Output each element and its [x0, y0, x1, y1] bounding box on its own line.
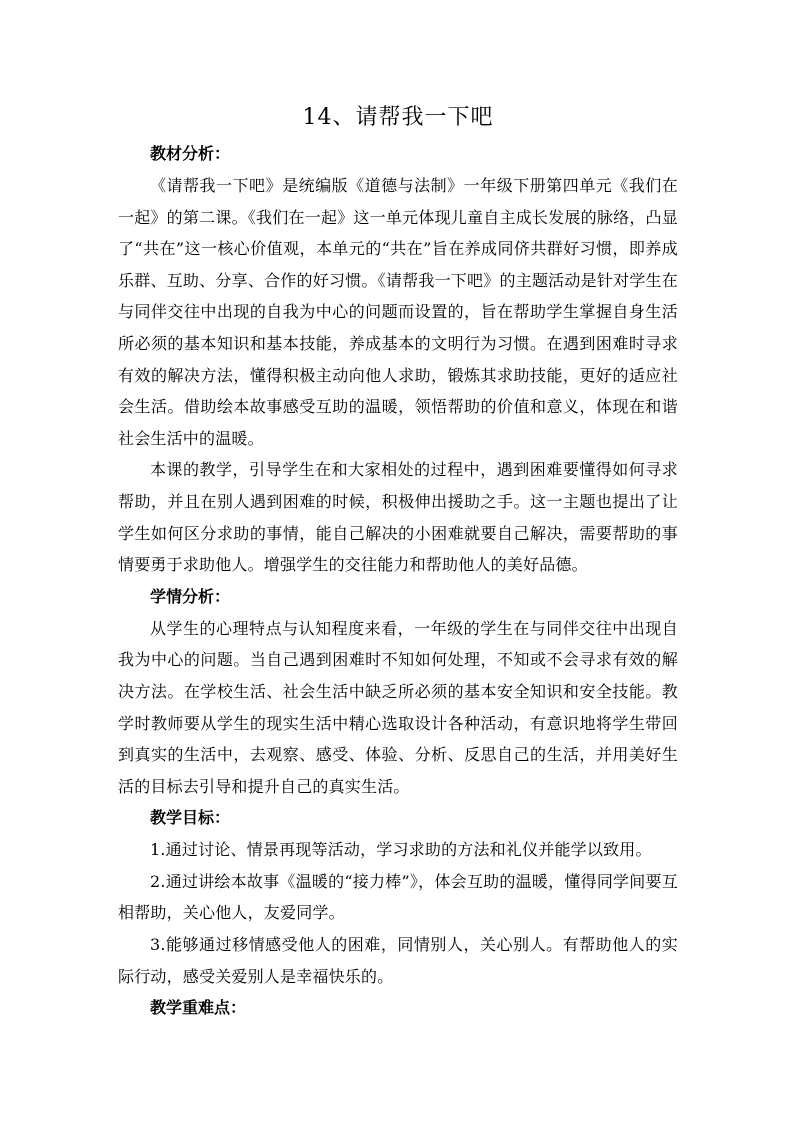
objective-item: 1.通过讨论、情景再现等活动，学习求助的方法和礼仪并能学以致用。: [150, 840, 652, 860]
section-student-analysis: [118, 581, 678, 803]
objective-item: 3.能够通过移情感受他人的困难，同情别人，关心别人。有帮助他人的实际行动，感受关爱别人是幸福快乐的。: [118, 935, 678, 986]
section-heading: 教材分析：: [150, 144, 231, 163]
section-key-difficulties: [118, 992, 678, 1024]
paragraph: 从学生的心理特点与认知程度来看，一年级的学生在与同伴交往中出现自我为中心的问题。当自己遇到困难时不知如何处理，不知或不会寻求有效的解决方法。在学校生活、社会生活中缺乏所必须的基本安全知识和安全技能。教学时教师要从学生的现实生活中精心选取设计各种活动，有意识地将学生带回到真实的生活中，去观察、感受、体验、分析、反思自己的生活，并用美好生活的目标去引导和提升自己的真实生活。: [118, 618, 678, 796]
section-heading: 学情分析：: [150, 586, 231, 606]
section-teaching-objectives: [118, 802, 678, 992]
section-heading: 教学目标：: [150, 808, 231, 828]
section-heading: 教学重难点：: [150, 998, 247, 1018]
paragraph: 《请帮我一下吧》是统编版《道德与法制》一年级下册第四单元《我们在一起》的第二课。《我们在一起》这一单元体现儿童自主成长发展的脉络，凸显了“共在”这一核心价值观，本单元的“共在”旨在养成同侪共群好习惯，即养成乐群、互助、分享、合作的好习惯。《请帮我一下吧》的主题活动是针对学生在与同伴交往中出现的自我为中心的问题而设置的，旨在帮助学生掌握自身生活所必须的基本知识和基本技能，养成基本的文明行为习惯。在遇到困难时寻求有效的解决方法，懂得积极主动向他人求助，锻炼其求助技能，更好的适应社会生活。借助绘本故事感受互助的温暖，领悟帮助的价值和意义，体现在和谐社会生活中的温暖。: [118, 176, 678, 448]
document-page: [118, 98, 678, 1024]
section-textbook-analysis: [118, 138, 678, 581]
document-title: 14、请帮我一下吧: [302, 105, 494, 130]
paragraph: 本课的教学，引导学生在和大家相处的过程中，遇到困难要懂得如何寻求帮助，并且在别人遇到困难的时候，积极伸出援助之手。这一主题也提出了让学生如何区分求助的事情，能自己解决的小困难就要自己解决，需要帮助的事情要勇于求助他人。增强学生的交往能力和帮助他人的美好品德。: [118, 460, 678, 575]
objective-item: 2.通过讲绘本故事《温暖的“接力棒”》，体会互助的温暖，懂得同学间要互相帮助，关心他人，友爱同学。: [118, 871, 678, 923]
